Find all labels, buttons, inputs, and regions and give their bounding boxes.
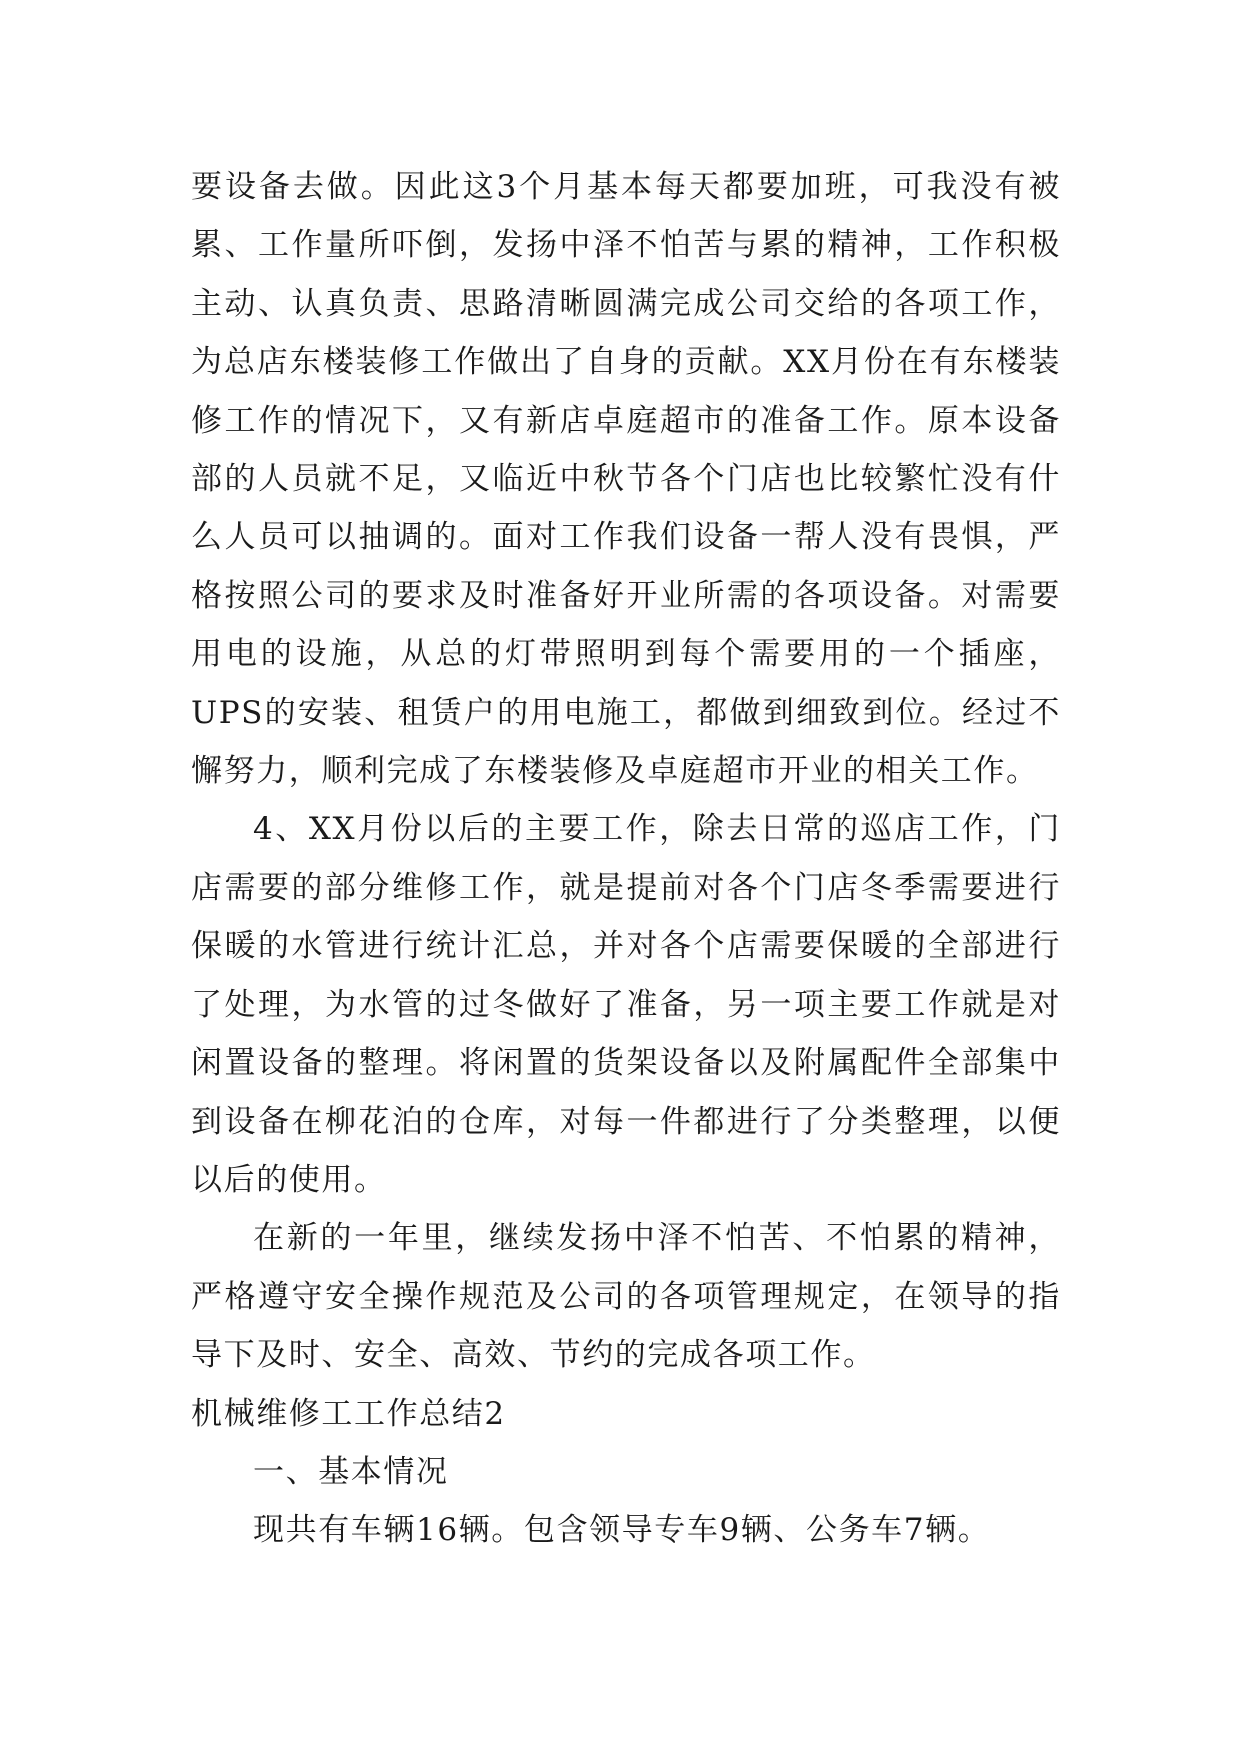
paragraph-new-year: 在新的一年里，继续发扬中泽不怕苦、不怕累的精神，严格遵守安全操作规范及公司的各项管理规定，在领导的指导下及时、安全、高效、节约的完成各项工作。 <box>191 1220 1061 1374</box>
section-title-2: 机械维修工工作总结2 <box>191 1395 506 1432</box>
paragraph-item-4: 4、XX月份以后的主要工作，除去日常的巡店工作，门店需要的部分维修工作，就是提前对各个门店冬季需要进行保暖的水管进行统计汇总，并对各个店需要保暖的全部进行了处理，为水管的过冬做好了准备，另一项主要工作就是对闲置设备的整理。将闲置的货架设备以及附属配件全部集中到设备在柳花泊的仓库，对每一件都进行了分类整理，以便以后的使用。 <box>191 811 1061 1198</box>
subsection-heading-basic-situation: 一、基本情况 <box>253 1453 449 1490</box>
paragraph-continuation: 要设备去做。因此这3个月基本每天都要加班，可我没有被累、工作量所吓倒，发扬中泽不怕苦与累的精神，工作积极主动、认真负责、思路清晰圆满完成公司交给的各项工作，为总店东楼装修工作做出了自身的贡献。XX月份在有东楼装修工作的情况下，又有新店卓庭超市的准备工作。原本设备部的人员就不足，又临近中秋节各个门店也比较繁忙没有什么人员可以抽调的。面对工作我们设备一帮人没有畏惧，严格按照公司的要求及时准备好开业所需的各项设备。对需要用电的设施，从总的灯带照明到每个需要用的一个插座，UPS的安装、租赁户的用电施工，都做到细致到位。经过不懈努力，顺利完成了东楼装修及卓庭超市开业的相关工作。 <box>191 169 1061 790</box>
document-body <box>191 158 1061 1560</box>
paragraph-vehicles: 现共有车辆16辆。包含领导专车9辆、公务车7辆。 <box>253 1512 991 1549</box>
